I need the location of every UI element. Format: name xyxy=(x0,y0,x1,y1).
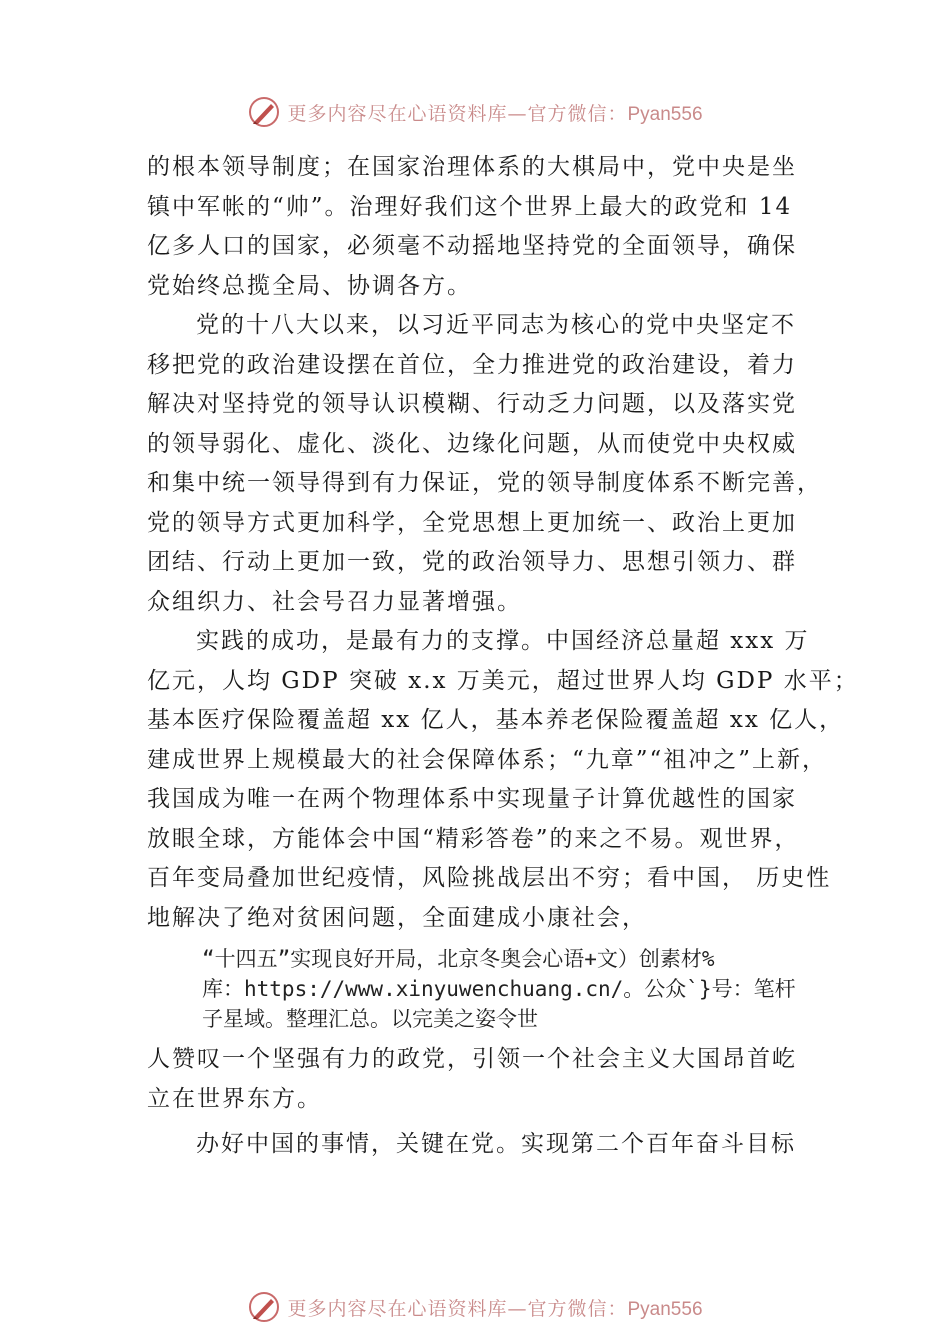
footer-banner xyxy=(0,1290,950,1324)
text-line: 人赞叹一个坚强有力的政党，引领一个社会主义大国昂首屹 xyxy=(147,1046,797,1072)
text-line: 镇中军帐的“帅”。治理好我们这个世界上最大的政党和 14 xyxy=(147,193,793,220)
text-line: 众组织力、社会号召力显著增强。 xyxy=(147,588,522,615)
document-body xyxy=(147,148,859,1165)
text-line: 团结、行动上更加一致，党的政治领导力、思想引领力、群 xyxy=(147,549,797,575)
text-line: 放眼全球，方能体会中国“精彩答卷”的来之不易。观世界， xyxy=(147,825,800,852)
text-line: 党始终总揽全局、协调各方。 xyxy=(147,272,472,299)
text-line: 建成世界上规模最大的社会保障体系；“九章”“祖冲之”上新， xyxy=(147,746,828,773)
text-line: 解决对坚持党的领导认识模糊、行动乏力问题，以及落实党 xyxy=(147,391,797,417)
header-banner xyxy=(0,95,950,129)
pen-logo-icon xyxy=(247,1290,281,1324)
header-banner-text: 更多内容尽在心语资料库—官方微信：Pyan556 xyxy=(287,102,703,125)
text-line: 实践的成功，是最有力的支撑。中国经济总量超 xxx 万 xyxy=(196,628,810,654)
text-line: 地解决了绝对贫困问题，全面建成小康社会， xyxy=(147,904,647,931)
text-line: 移把党的政治建设摆在首位，全力推进党的政治建设，着力 xyxy=(147,351,797,378)
inserted-note-line: 库：https://www.xinyuwenchuang.cn/。公众`}号：笔杆 xyxy=(202,977,796,1001)
inserted-note-line: “十四五”实现良好开局，北京冬奥会心语+文）创素材% xyxy=(202,947,715,971)
footer-banner-text: 更多内容尽在心语资料库—官方微信：Pyan556 xyxy=(287,1297,703,1320)
text-line: 百年变局叠加世纪疫情，风险挑战层出不穷；看中国， 历史性 xyxy=(147,865,832,891)
text-line: 我国成为唯一在两个物理体系中实现量子计算优越性的国家 xyxy=(147,786,797,812)
text-line: 基本医疗保险覆盖超 xx 亿人，基本养老保险覆盖超 xx 亿人， xyxy=(147,707,845,733)
text-line: 的根本领导制度；在国家治理体系的大棋局中，党中央是坐 xyxy=(147,154,797,180)
text-line: 亿元，人均 GDP 突破 x.x 万美元，超过世界人均 GDP 水平； xyxy=(147,667,859,694)
text-line: 的领导弱化、虚化、淡化、边缘化问题，从而使党中央权威 xyxy=(147,430,797,457)
inserted-note-line: 子星域。整理汇总。以完美之姿令世 xyxy=(202,1007,538,1031)
text-line: 立在世界东方。 xyxy=(147,1085,322,1112)
text-line: 和集中统一领导得到有力保证，党的领导制度体系不断完善， xyxy=(147,470,822,496)
text-line: 党的领导方式更加科学，全党思想上更加统一、政治上更加 xyxy=(147,509,797,536)
text-line: 党的十八大以来，以习近平同志为核心的党中央坚定不 xyxy=(196,312,796,338)
text-line: 办好中国的事情，关键在党。实现第二个百年奋斗目标 xyxy=(196,1131,796,1157)
pen-logo-icon xyxy=(247,95,281,129)
text-line: 亿多人口的国家，必须毫不动摇地坚持党的全面领导，确保 xyxy=(147,233,797,259)
